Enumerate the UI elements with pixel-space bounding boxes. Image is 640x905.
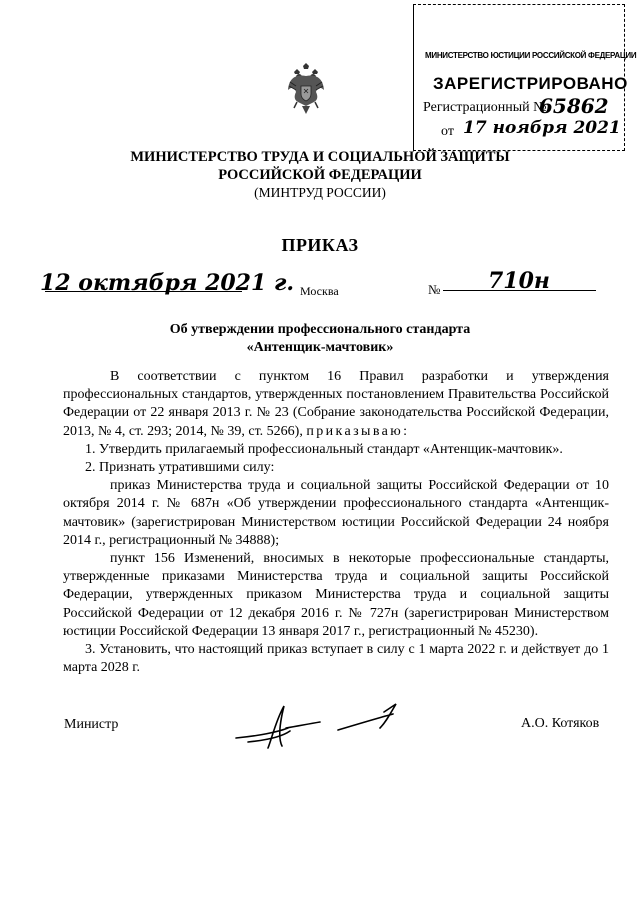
- order-date-underline: [45, 291, 242, 292]
- stamp-reg-number: 65862: [539, 94, 609, 118]
- subject-line1: Об утверждении профессионального стандарта: [169, 322, 471, 337]
- order-title: ПРИКАЗ: [281, 235, 359, 255]
- order-date: 12 октября 2021 г.: [40, 270, 294, 296]
- signature-mark: [228, 698, 408, 752]
- item-3: 3. Установить, что настоящий приказ вступает в силу с 1 марта 2022 г. и действует до 1 марта 2028 г.: [63, 642, 609, 676]
- signer-title: Министр: [64, 717, 119, 732]
- stamp-date-label: от: [441, 124, 454, 139]
- stamp-ministry: МИНИСТЕРСТВО ЮСТИЦИИ РОССИЙСКОЙ ФЕДЕРАЦИИ: [425, 51, 637, 60]
- coat-of-arms-icon: [286, 62, 326, 116]
- ministry-short: (МИНТРУД РОССИИ): [254, 185, 386, 200]
- order-word: приказываю:: [306, 423, 410, 439]
- subject-line2: «Антенщик-мачтовик»: [246, 340, 394, 355]
- order-number: 710н: [488, 268, 550, 294]
- preamble-text: В соответствии с пунктом 16 Правил разработки и утверждения профессиональных стандартов, утвержденных постановлением Правительства Российской Федерации от 22 января 2013 г. № 23 (Собрание законодательства Российской Федерации, 2013, № 4, ст. 293; 2014, № 39, ст. 5266),: [63, 369, 609, 439]
- order-subject: [0, 321, 640, 357]
- stamp-status: ЗАРЕГИСТРИРОВАНО: [433, 74, 628, 93]
- order-body: [63, 368, 609, 677]
- stamp-date: 17 ноября 2021: [463, 118, 621, 138]
- ministry-line2: РОССИЙСКОЙ ФЕДЕРАЦИИ: [218, 167, 422, 183]
- ministry-name: [0, 148, 640, 184]
- preamble-paragraph: [63, 368, 609, 441]
- signer-name: А.О. Котяков: [521, 716, 600, 731]
- registration-stamp: [413, 4, 637, 152]
- order-number-label: №: [428, 282, 441, 297]
- ministry-line1: МИНИСТЕРСТВО ТРУДА И СОЦИАЛЬНОЙ ЗАЩИТЫ: [130, 149, 510, 165]
- item-2a: приказ Министерства труда и социальной защиты Российской Федерации от 10 октября 2014 г. № 687н «Об утверждении профессионального стандарта «Антенщик-мачтовик» (зарегистрирован Министерством юстиции Российской Федерации 24 ноября 2014 г., регистрационный № 34888);: [63, 478, 609, 548]
- item-2b: пункт 156 Изменений, вносимых в некоторые профессиональные стандарты, утвержденные приказами Министерства труда и социальной защиты Российской Федерации, утвержденных приказом Министерства труда и социальной защиты Российской Федерации от 12 декабря 2016 г. № 727н (зарегистрирован Министерством юстиции Российской Федерации 13 января 2017 г., регистрационный № 45230).: [63, 551, 609, 639]
- order-number-underline: [443, 290, 596, 291]
- stamp-reg-label: Регистрационный №: [423, 100, 547, 115]
- item-2: 2. Признать утратившими силу:: [85, 460, 275, 476]
- item-1: 1. Утвердить прилагаемый профессиональный стандарт «Антенщик-мачтовик».: [85, 441, 563, 457]
- order-city: Москва: [300, 284, 339, 298]
